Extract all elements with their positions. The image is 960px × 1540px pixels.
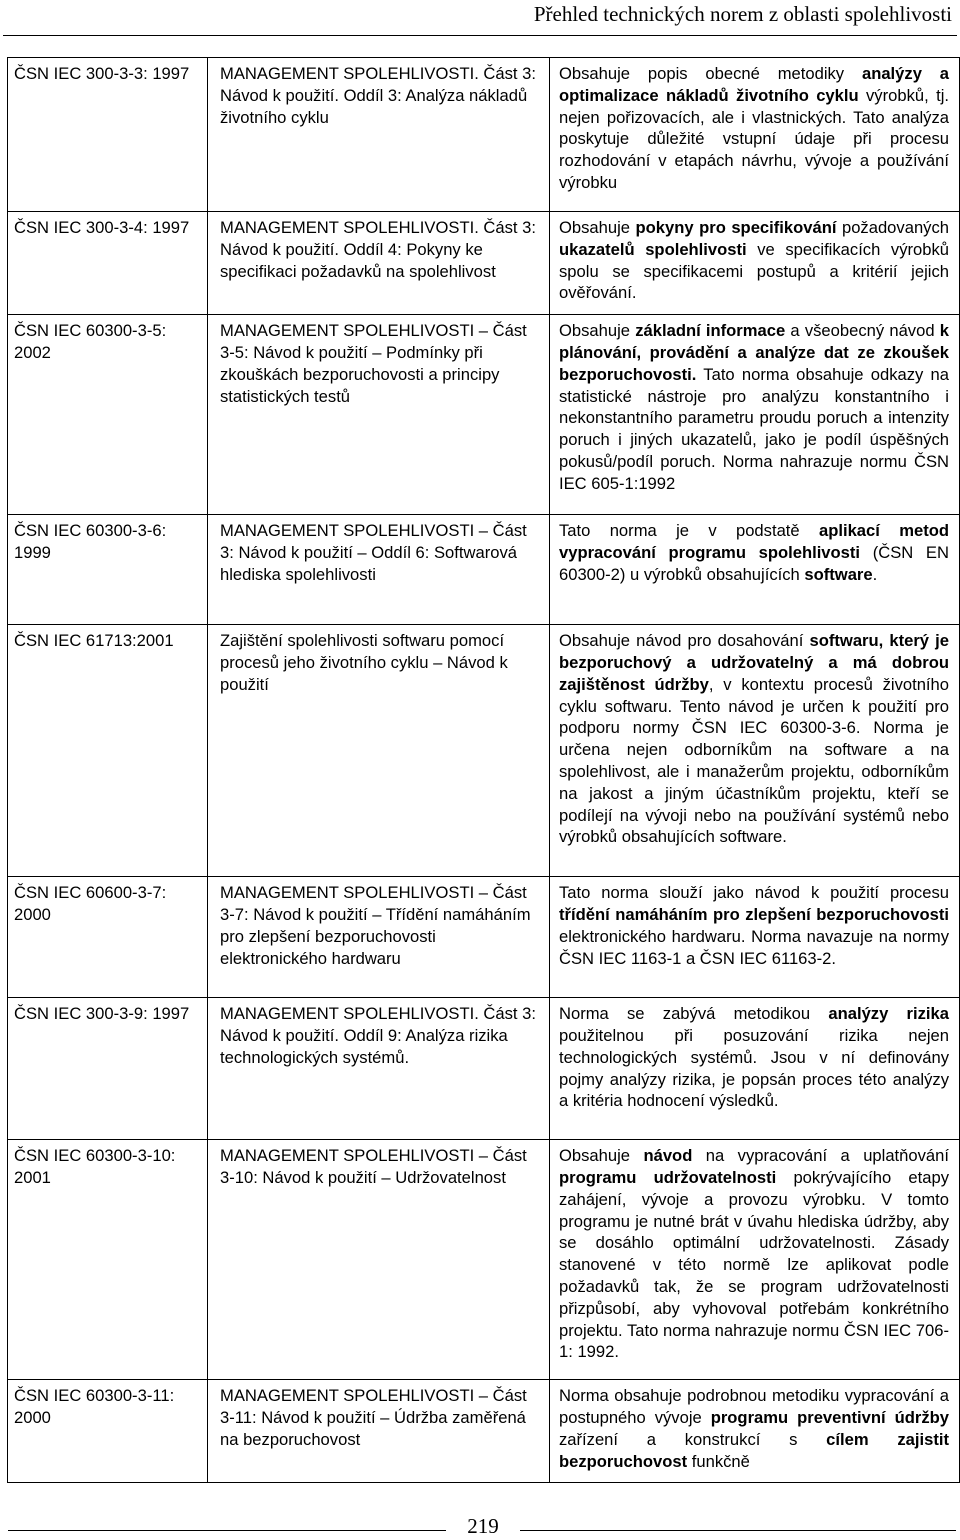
description-text: pokrývajícího etapy zahájení, vývoje a provozu výrobku. V tomto programu je nutné brát v úvahu hlediska údržby, aby se dosáhlo optimální udržovatelnosti. Zásady stanovené v této normě lze aplikovat podle požadavků tak, že se program udržovatelnosti přizpůsobí, aby vyhovoval potřebám konkrétního projektu. Tato norma nahrazuje normu ČSN IEC 706-1: 1992. [559,1167,949,1362]
standard-title: MANAGEMENT SPOLEHLIVOSTI. Část 3: Návod k použití. Oddíl 9: Analýza rizika technologických systémů. [208,998,550,1140]
standard-description [550,1380,960,1483]
table-row [8,58,960,212]
header-rule [3,35,957,36]
table-row [8,877,960,998]
standard-id: ČSN IEC 60300-3-10: 2001 [8,1140,208,1380]
description-text: na vypracování a uplatňování [692,1146,949,1166]
page-footer [0,1500,960,1540]
standard-title: MANAGEMENT SPOLEHLIVOSTI. Část 3: Návod k použití. Oddíl 3: Analýza nákladů životního cyklu [208,58,550,212]
description-text: Obsahuje [559,1146,644,1166]
description-text: použitelnou při posuzování rizika nejen technologických systémů. Jsou v ní definovány pojmy analýzy rizika, je popsán proces této analýzy a kritéria hodnocení výsledků. [559,1025,949,1111]
footer-rule-left [8,1530,446,1531]
standard-description [550,212,960,315]
description-emphasis: pokyny pro specifikování [635,218,837,237]
standard-description [550,315,960,515]
table-row [8,315,960,515]
description-text: (ČSN EN 60300-2) u výrobků obsahujících [559,542,949,584]
standard-title: MANAGEMENT SPOLEHLIVOSTI – Část 3-5: Návod k použití – Podmínky při zkouškách bezporuchovosti a principy statistických testů [208,315,550,515]
description-emphasis: softwaru, který je bezporuchový a udržovatelný a má dobrou zajištěnost údržby [559,631,949,694]
description-text: požadovaných [836,218,949,237]
standard-id: ČSN IEC 60600-3-7: 2000 [8,877,208,998]
description-text: a všeobecný návod [785,321,940,341]
description-emphasis: software [804,564,873,584]
table-row [8,998,960,1140]
standard-description [550,877,960,998]
description-emphasis: třídění namáháním pro zlepšení bezporuchovosti [559,904,949,924]
standard-title: Zajištění spolehlivosti softwaru pomocí procesů jeho životního cyklu – Návod k použití [208,625,550,877]
standard-title: MANAGEMENT SPOLEHLIVOSTI – Část 3-10: Návod k použití – Udržovatelnost [208,1140,550,1380]
standard-id: ČSN IEC 60300-3-11: 2000 [8,1380,208,1483]
description-text: Obsahuje [559,218,636,237]
table-row [8,625,960,877]
standard-id: ČSN IEC 300-3-4: 1997 [8,212,208,315]
standard-id: ČSN IEC 60300-3-5: 2002 [8,315,208,515]
standard-title: MANAGEMENT SPOLEHLIVOSTI – Část 3: Návod k použití – Oddíl 6: Softwarová hlediska spolehlivosti [208,515,550,625]
standard-id: ČSN IEC 61713:2001 [8,625,208,877]
page-number: 219 [467,1514,499,1538]
description-emphasis: analýzy rizika [828,1004,949,1024]
standard-title: MANAGEMENT SPOLEHLIVOSTI. Část 3: Návod k použití. Oddíl 4: Pokyny ke specifikaci požadavků na spolehlivost [208,212,550,315]
standard-description [550,998,960,1140]
description-text: Tato norma slouží jako návod k použití procesu [559,883,949,903]
description-text: Norma se zabývá metodikou [559,1004,829,1024]
table-row [8,1140,960,1380]
description-text: elektronického hardwaru. Norma navazuje na normy ČSN IEC 1163-1 a ČSN IEC 61163-2. [559,926,949,968]
standard-title: MANAGEMENT SPOLEHLIVOSTI – Část 3-11: Návod k použití – Údržba zaměřená na bezporuchovost [208,1380,550,1483]
description-text: Tato norma je v podstatě [559,521,819,541]
description-text: Obsahuje popis obecné metodiky [559,64,862,83]
footer-rule-right [520,1530,956,1531]
standards-table [7,57,960,1483]
standard-id: ČSN IEC 300-3-3: 1997 [8,58,208,212]
description-emphasis: základní informace [635,321,786,341]
description-text: Obsahuje návod pro dosahování [559,631,810,651]
standard-description [550,625,960,877]
description-text: Tato norma obsahuje odkazy na statistické nástroje pro analýzu konstantního i nekonstantního parametru proudu poruch a intenzity poruch i jiných ukazatelů, jako je podíl úspěšných pokusů/podíl poruch. Norma nahrazuje normu ČSN IEC 605-1:1992 [559,364,949,493]
description-text: ve specifikacích výrobků spolu se specifikacemi postupů a kritérií jejich ověřování. [559,239,950,303]
standard-title: MANAGEMENT SPOLEHLIVOSTI – Část 3-7: Návod k použití – Třídění namáháním pro zlepšení bezporuchovosti elektronického hardwaru [208,877,550,998]
standard-description [550,58,960,212]
description-text: . [872,564,878,584]
standard-id: ČSN IEC 300-3-9: 1997 [8,998,208,1140]
description-text: zařízení a konstrukcí s [559,1429,827,1449]
description-emphasis: analýzy a optimalizace nákladů životního cyklu [559,64,950,105]
description-emphasis: aplikací metod vypracování programu spolehlivosti [559,521,949,562]
standard-description [550,1140,960,1380]
description-text: Norma obsahuje podrobnou metodiku vypracování a postupného vývoje [559,1386,949,1427]
description-text: výrobků, tj. nejen pořizovacích, ale i vlastnických. Tato analýza poskytuje důležité vstupní údaje při procesu rozhodování v etapách návrhu, vývoje a používání výrobku [559,85,949,192]
description-text: funkčně [687,1451,750,1471]
standard-id: ČSN IEC 60300-3-6: 1999 [8,515,208,625]
description-text: , v kontextu procesů životního cyklu softwaru. Tento návod je určen k použití pro podporu normy ČSN IEC 60300-3-6. Norma je určena nejen odborníkům na software a na spolehlivost, ale i manažerům projektu, odborníkům na jakost a jiným účastníkům projektu, kteří se podílejí na vývoji nebo na používání systémů nebo výrobků obsahujících software. [559,674,949,847]
running-title: Přehled technických norem z oblasti spolehlivosti [533,2,952,26]
table-row [8,1380,960,1483]
table-row [8,212,960,315]
description-emphasis: programu udržovatelnosti [559,1167,777,1187]
description-text: Obsahuje [559,321,636,341]
description-emphasis: k plánování, provádění a analýze dat ze zkoušek bezporuchovosti. [559,321,949,384]
description-emphasis: návod [643,1146,693,1166]
description-emphasis: cílem zajistit bezporuchovost [559,1429,949,1471]
description-emphasis: programu preventivní údržby [710,1407,949,1427]
standard-description [550,515,960,625]
page-header [0,0,960,34]
description-emphasis: ukazatelů spolehlivosti [559,239,747,259]
table-row [8,515,960,625]
